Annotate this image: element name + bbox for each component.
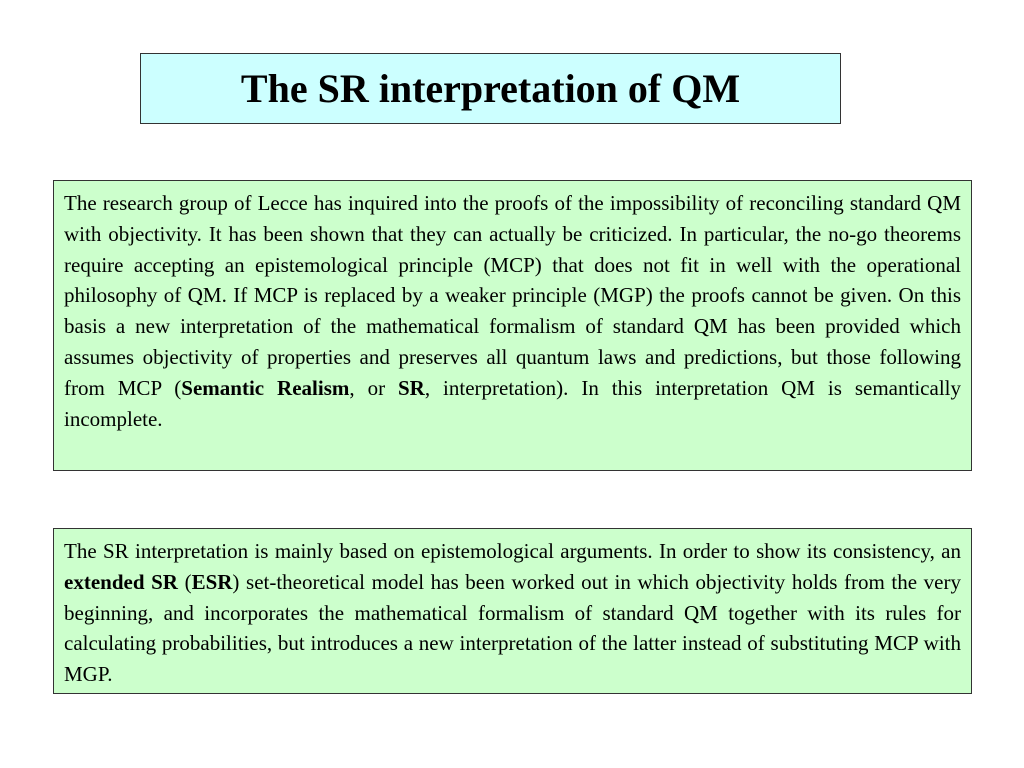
paragraph1-text-a: The research group of Lecce has inquired into the proofs of the impossibility of reconciling standard QM with objectivity. It has been shown that they can actually be criticized. In particular, the no-go theorems require accepting an epistemological principle (MCP) that does not fit in well with the operational philosophy of QM. If MCP is replaced by a weaker principle (MGP) the proofs cannot be given. On this basis a new interpretation of the mathematical formalism of standard QM has been provided which assumes objectivity of properties and preserves all quantum laws and predictions, but those following from MCP ( xyxy=(64,191,961,400)
text-box-esr-model xyxy=(53,528,972,694)
paragraph2-text-c: ) set-theoretical model has been worked out in which objectivity holds from the very beginning, and incorporates the mathematical formalism of standard QM together with its rules for calculating probabilities, but introduces a new interpretation of the latter instead of substituting MCP with MGP. xyxy=(64,569,961,687)
term-sr: SR xyxy=(398,375,425,400)
text-box-srinterpretation xyxy=(53,180,972,471)
term-extended-sr: extended SR xyxy=(64,569,178,594)
title-box xyxy=(140,53,841,124)
paragraph2-text-b: ( xyxy=(177,569,192,594)
term-semantic-realism: Semantic Realism xyxy=(181,375,350,400)
paragraph1-text-c: , interpretation). In this interpretation QM is semantically incomplete. xyxy=(64,375,961,431)
paragraph-esr-model xyxy=(64,536,961,690)
slide-title: The SR interpretation of QM xyxy=(240,66,741,111)
paragraph2-text-a: The SR interpretation is mainly based on epistemological arguments. In order to show its consistency, an xyxy=(64,539,961,563)
paragraph1-text-b: , or xyxy=(349,375,398,400)
term-esr: ESR xyxy=(191,569,233,594)
paragraph-srinterpretation xyxy=(64,188,961,434)
